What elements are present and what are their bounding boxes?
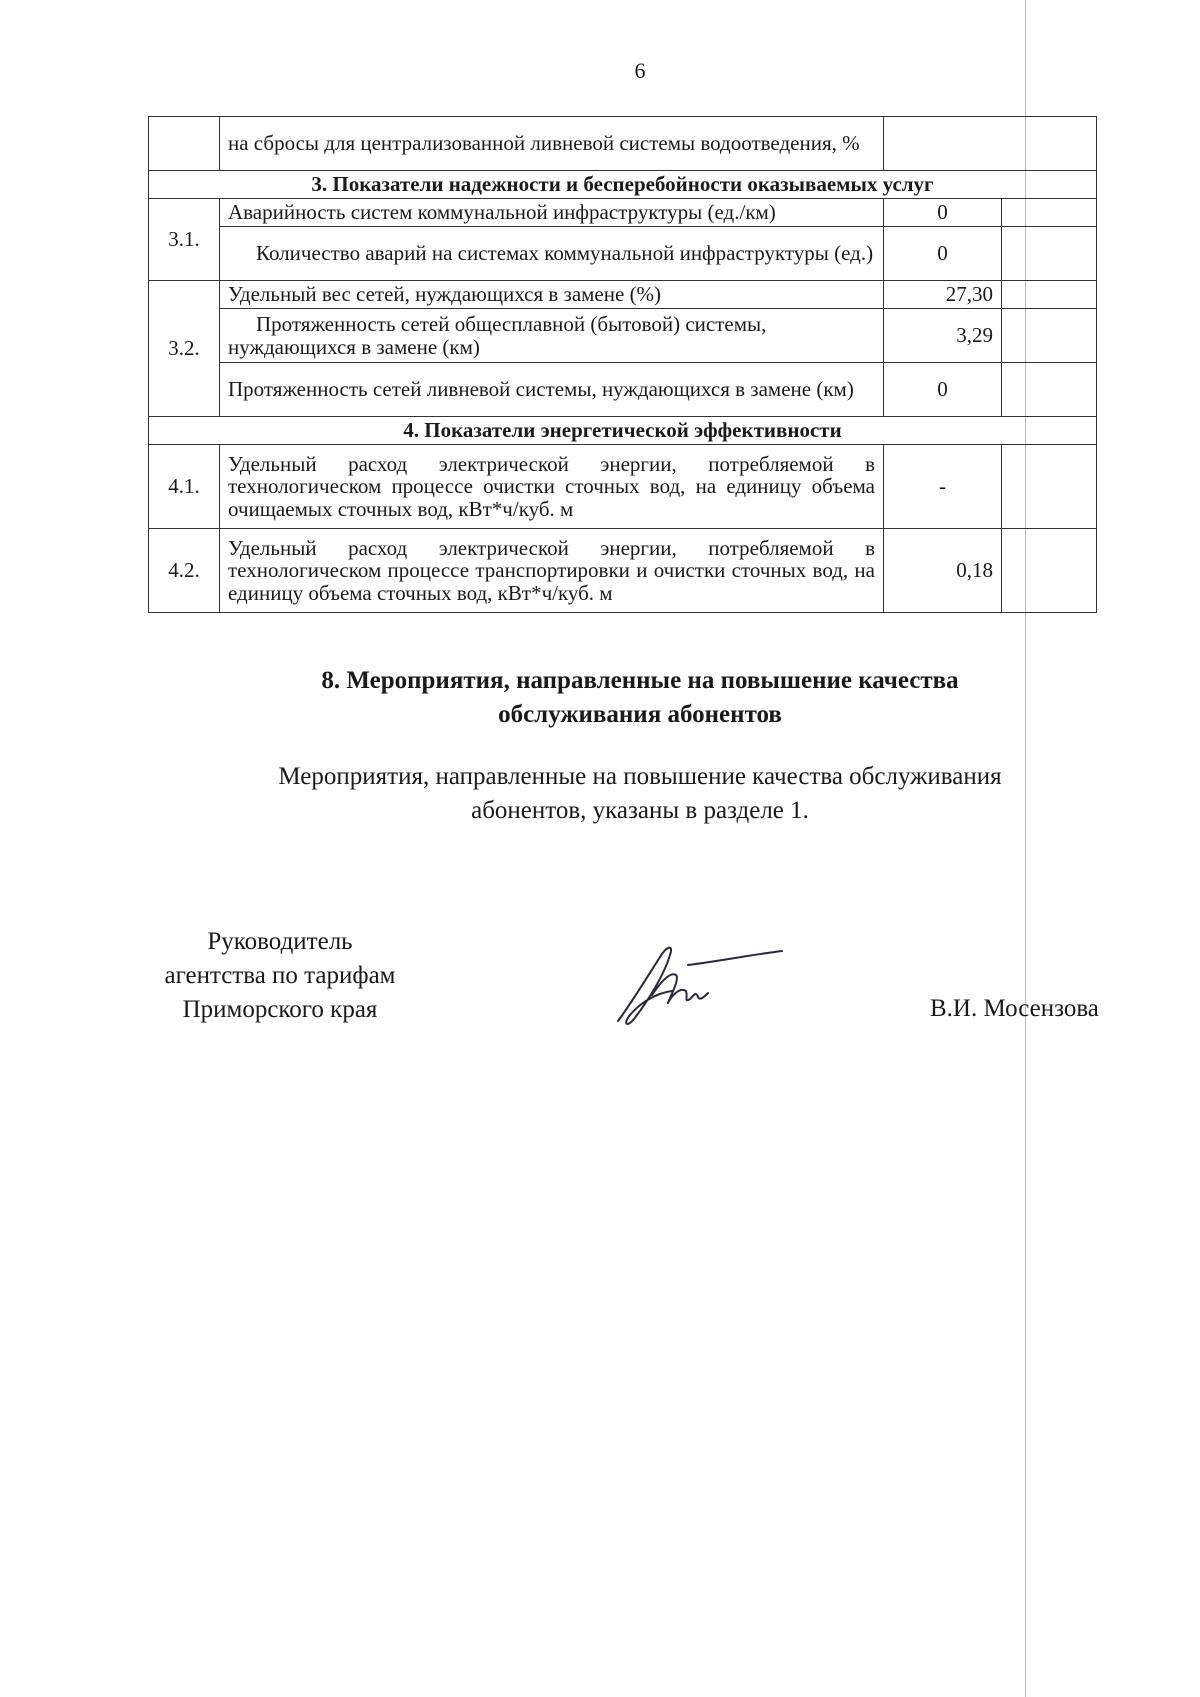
section-8-heading xyxy=(160,664,1120,732)
handwritten-signature xyxy=(600,935,800,1035)
row-number: 4.1. xyxy=(149,445,220,529)
indicator-value: 0 xyxy=(884,199,1002,227)
empty-cell xyxy=(1002,363,1097,417)
table-row xyxy=(149,199,1097,227)
row-number xyxy=(149,117,220,171)
table-row xyxy=(149,529,1097,613)
section-8-text-line: Мероприятия, направленные на повышение качества обслуживания xyxy=(278,763,1002,790)
empty-cell xyxy=(1002,281,1097,309)
section-8-heading-line: 8. Мероприятия, направленные на повышение качества xyxy=(321,667,959,694)
indicator-name: на сбросы для централизованной ливневой системы водоотведения, % xyxy=(220,117,884,171)
indicator-name: Удельный вес сетей, нуждающихся в замене (%) xyxy=(220,281,884,309)
section-8-text xyxy=(160,760,1120,828)
empty-cell xyxy=(1002,529,1097,613)
table-row xyxy=(149,117,1097,171)
indicator-value: 0 xyxy=(884,227,1002,281)
row-number: 4.2. xyxy=(149,529,220,613)
indicator-name: Удельный расход электрической энергии, потребляемой в технологическом процессе очистки сточных вод, на единицу объема очищаемых сточных вод, кВт*ч/куб. м xyxy=(220,445,884,529)
signer-position-line: Руководитель xyxy=(207,928,353,955)
signer-position-line: Приморского края xyxy=(182,995,378,1023)
row-number: 3.1. xyxy=(149,199,220,281)
signer-position xyxy=(120,925,440,1026)
section-heading: 4. Показатели энергетической эффективности xyxy=(149,417,1097,445)
page-number: 6 xyxy=(634,58,646,83)
indicator-value xyxy=(884,117,1097,171)
indicator-value: 27,30 xyxy=(884,281,1002,309)
empty-cell xyxy=(1002,445,1097,529)
indicator-name: Протяженность сетей ливневой системы, нуждающихся в замене (км) xyxy=(220,363,884,417)
empty-cell xyxy=(1002,227,1097,281)
row-number: 3.2. xyxy=(149,281,220,417)
section-8-text-line: абонентов, указаны в разделе 1. xyxy=(471,796,809,824)
empty-cell xyxy=(1002,309,1097,363)
section-row xyxy=(149,171,1097,199)
table-row xyxy=(149,445,1097,529)
table-row xyxy=(149,281,1097,309)
signer-position-line: агентства по тарифам xyxy=(164,961,396,989)
indicator-value: 3,29 xyxy=(884,309,1002,363)
signer-name: В.И. Мосензова xyxy=(930,995,1099,1022)
indicator-value: 0 xyxy=(884,363,1002,417)
empty-cell xyxy=(1002,199,1097,227)
indicator-name: Удельный расход электрической энергии, потребляемой в технологическом процессе транспортировки и очистки сточных вод, на единицу объема сточных вод, кВт*ч/куб. м xyxy=(220,529,884,613)
indicator-value: - xyxy=(884,445,1002,529)
table-row xyxy=(149,363,1097,417)
section-heading: 3. Показатели надежности и бесперебойности оказываемых услуг xyxy=(149,171,1097,199)
indicators-table xyxy=(148,116,1096,613)
indicator-name: Протяженность сетей общесплавной (бытовой) системы, нуждающихся в замене (км) xyxy=(220,309,884,363)
section-row xyxy=(149,417,1097,445)
table-row xyxy=(149,227,1097,281)
table-row xyxy=(149,309,1097,363)
section-8-heading-line: обслуживания абонентов xyxy=(498,700,782,728)
indicator-name: Количество аварий на системах коммунальной инфраструктуры (ед.) xyxy=(220,227,884,281)
indicator-value: 0,18 xyxy=(884,529,1002,613)
indicator-name: Аварийность систем коммунальной инфраструктуры (ед./км) xyxy=(220,199,884,227)
